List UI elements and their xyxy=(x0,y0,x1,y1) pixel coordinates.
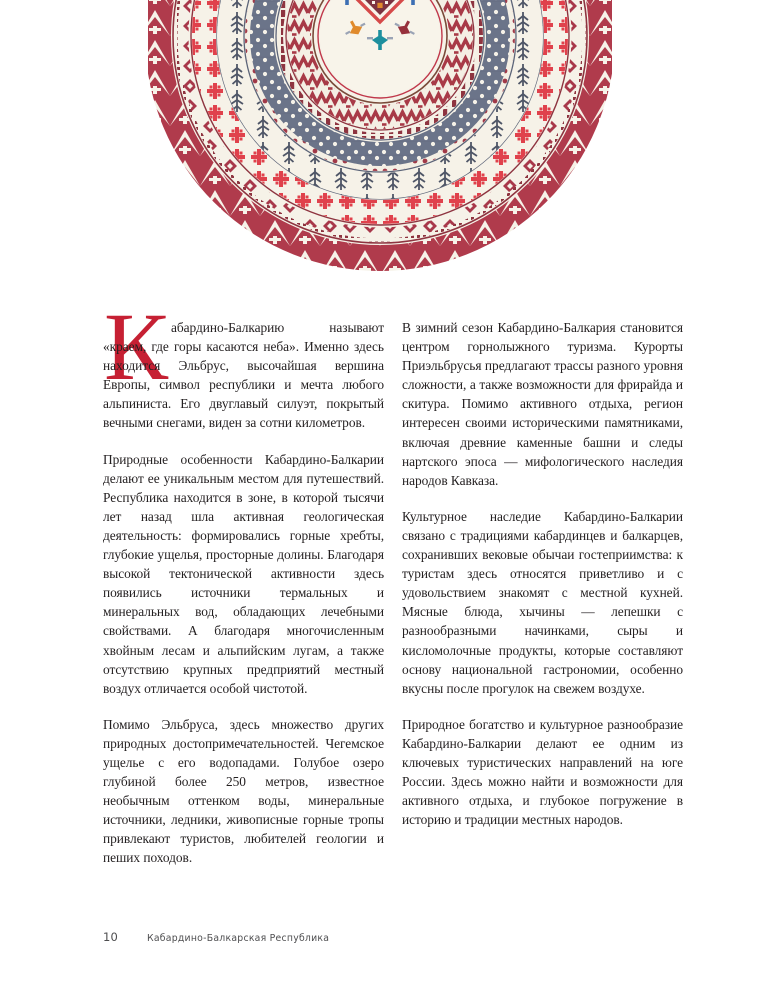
paragraph: Культурное наследие Кабардино-Балкарии связано с традициями кабардинцев и балкарцев, сохранивших вековые обычаи гостеприимства: к туристам здесь относятся приветливо и с удовольствием знакомят с местной кухней. Мясные блюда, хычины — лепешки с разнообразными начинками, сыры и кисломолочные продукты, которые составляют основу национальной гастрономии, особенно вкусны после прогулок на свежем воздухе. xyxy=(402,508,683,696)
paragraph: Природные особенности Кабардино-Балкарии делают ее уникальным местом для путешествий. Республика находится в зоне, в которой тысячи лет назад шла активная геологическая деятельность: формировались горные хребты, глубокие ущелья, просторные долины. Благодаря высокой тектонической активности здесь появились источники термальных и минеральных вод, обладающих лечебными свойствами. А благодаря многочисленным хвойным лесам и альпийским лугам, а также отсутствию крупных предприятий местный воздух отличается особой чистотой. xyxy=(103,451,384,696)
dropcap-letter: К xyxy=(104,293,169,400)
page-number: 10 xyxy=(103,930,119,944)
page-footer xyxy=(103,930,329,944)
text-column-right xyxy=(402,318,683,829)
text-column-left xyxy=(103,318,384,868)
paragraph: абардино-Балкарию называют «краем, где горы касаются неба». Именно здесь находится Эльбрус, высочайшая вершина Европы, символ республики и мечта любого альпиниста. Его двуглавый силуэт, покрытый вечными снегами, виден за сотни километров. xyxy=(103,320,384,431)
paragraph: В зимний сезон Кабардино-Балкария становится центром горнолыжного туризма. Курорты Приэльбрусья предлагают трассы разного уровня сложности, а также возможности для фрирайда и скитура. Помимо активного отдыха, регион интересен своими историческими памятниками, включая древние каменные башни и следы нартского эпоса — мифологического наследия народов Кавказа. xyxy=(402,320,683,488)
paragraph: Помимо Эльбруса, здесь множество других природных достопримечательностей. Чегемское ущелье с его водопадами. Голубое озеро глубиной более 250 метров, известное необычным оттенком воды, минеральные источники, ледники, живописные горные тропы привлекают туристов, любителей геологии и пеших походов. xyxy=(103,716,384,866)
paragraph: Природное богатство и культурное разнообразие Кабардино-Балкарии делают ее одним из ключевых туристических направлений на юге России. Здесь можно найти и возможности для активного отдыха, и глубокое погружение в историю и традиции местных народов. xyxy=(402,716,683,828)
footer-title: Кабардино-Балкарская Республика xyxy=(147,933,330,944)
